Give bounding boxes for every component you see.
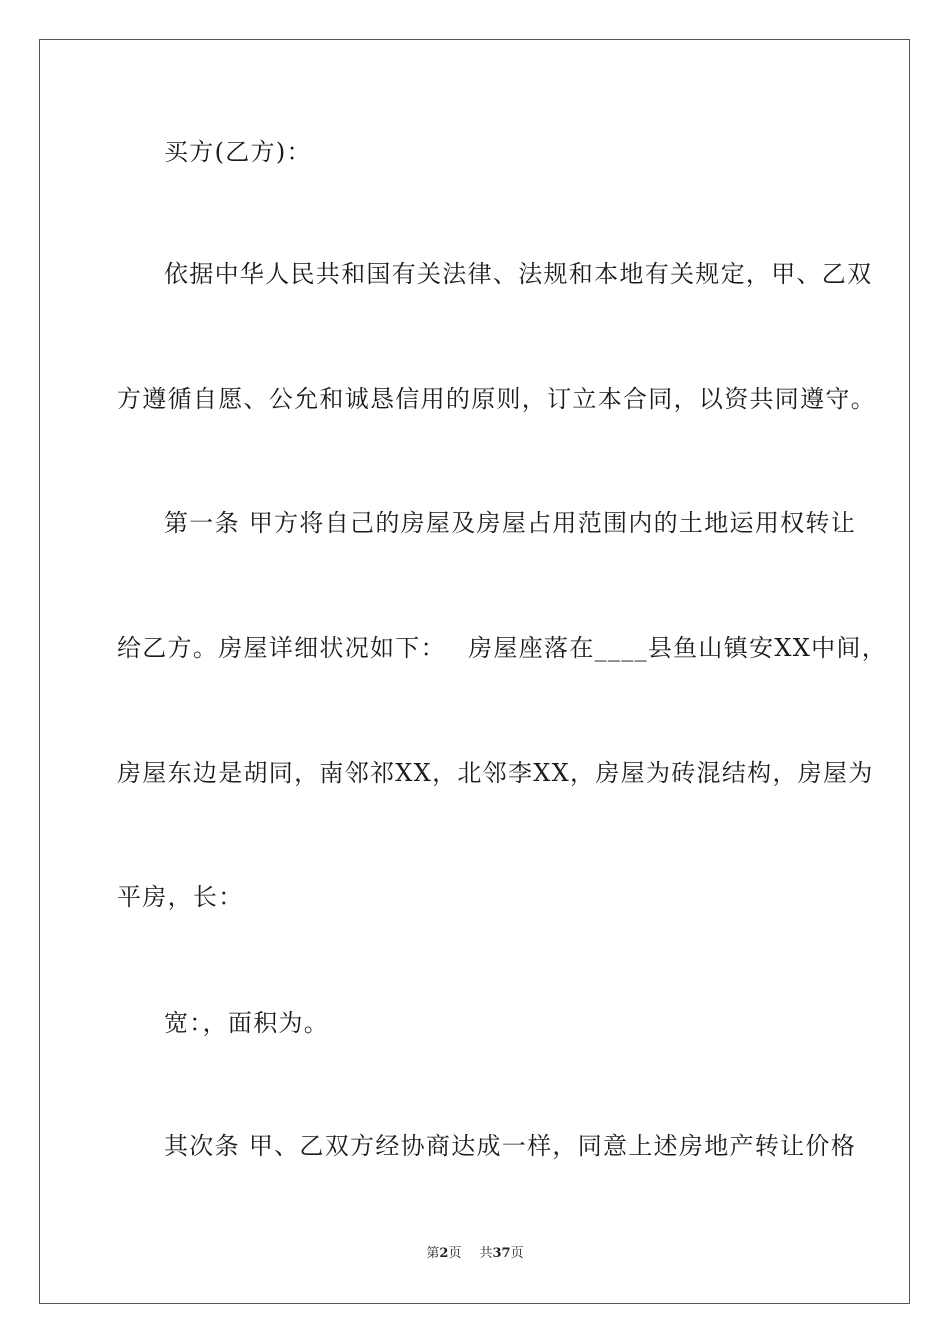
- article-one-line: 第一条 甲方将自己的房屋及房屋占用范围内的土地运用权转让: [164, 509, 857, 537]
- page-suffix: 页: [448, 1246, 462, 1261]
- paragraph-line: 方遵循自愿、公允和诚恳信用的原则，订立本合同，以资共同遵守。: [117, 385, 876, 413]
- paragraph-line: 给乙方。房屋详细状况如下： 房屋座落在____县鱼山镇安XX中间，: [117, 634, 887, 662]
- page-total: 37: [492, 1246, 511, 1261]
- total-suffix: 页: [510, 1246, 524, 1261]
- article-two-line: 其次条 甲、乙双方经协商达成一样，同意上述房地产转让价格: [164, 1132, 857, 1160]
- page-prefix: 第: [426, 1246, 440, 1261]
- paragraph-line: 平房，长：: [117, 883, 244, 911]
- page-border: [39, 39, 910, 1304]
- page-number: 2: [439, 1246, 449, 1261]
- paragraph-line: 房屋东边是胡同，南邻祁XX，北邻李XX，房屋为砖混结构，房屋为: [117, 759, 874, 787]
- page-footer: [0, 1246, 950, 1262]
- paragraph-line: 宽：，面积为。: [164, 1009, 330, 1037]
- buyer-label-line: 买方(乙方)：: [164, 138, 312, 166]
- paragraph-line: 依据中华人民共和国有关法律、法规和本地有关规定，甲、乙双: [164, 260, 873, 288]
- total-prefix: 共: [479, 1246, 493, 1261]
